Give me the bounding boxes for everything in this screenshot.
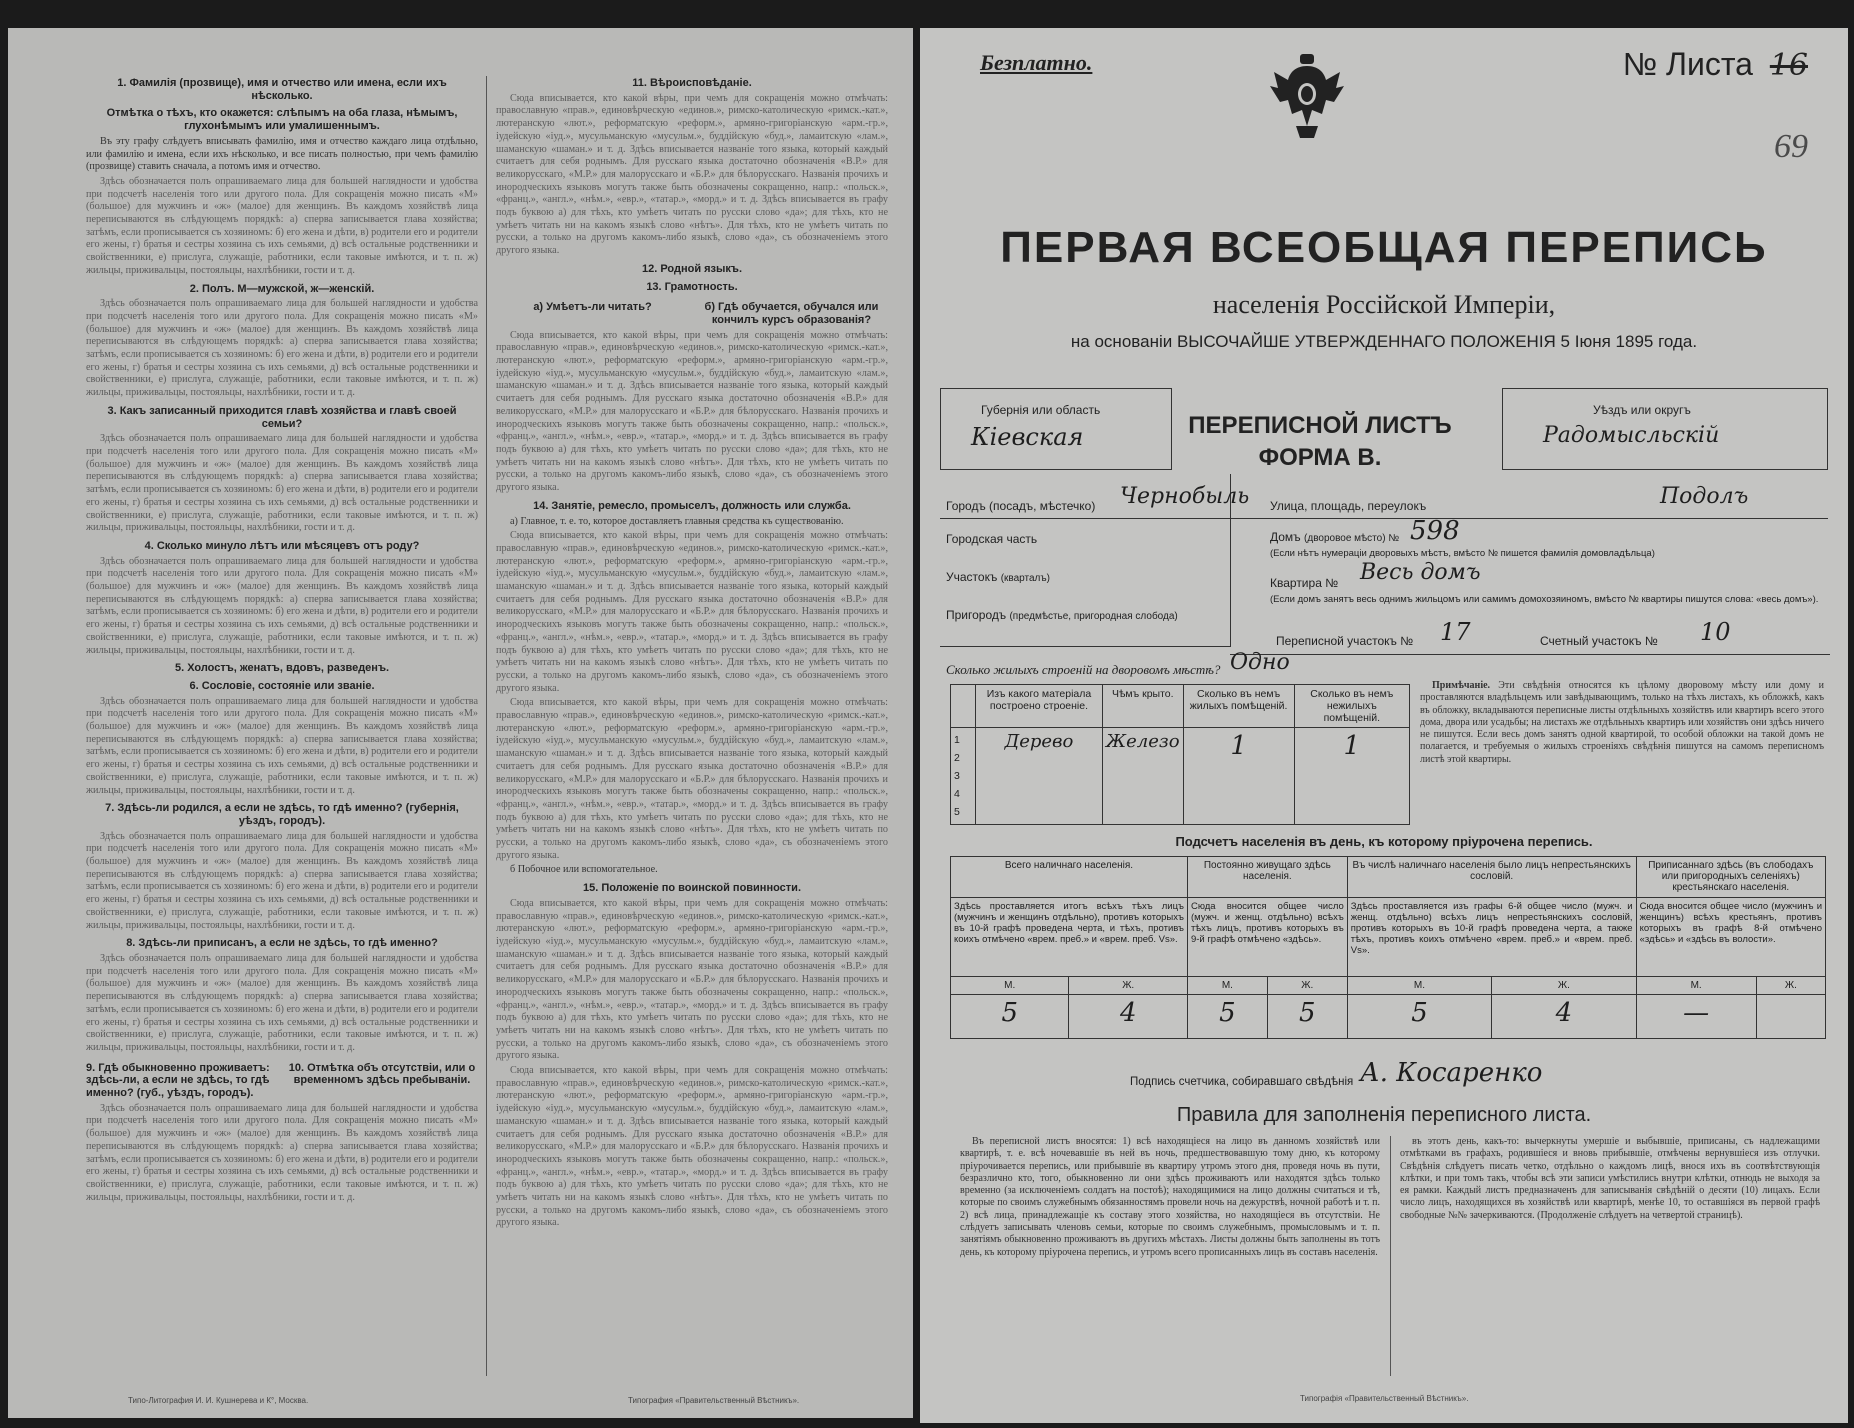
table-cell: 1 [1294, 728, 1409, 825]
printer-mark-left: Типо-Литография И. И. Кушнерева и К°, Москва. [128, 1396, 309, 1405]
section-14a: а) Главное, т. е. то, которое доставляетъ главныя средства къ существованію. [510, 515, 844, 527]
section-13-title: 13. Грамотность. [646, 280, 738, 293]
count-title: Подсчетъ населенія въ день, къ которому пріурочена перепись. [1175, 834, 1593, 849]
counter-plot-label: Счетный участокъ № [1540, 634, 1658, 648]
table-header: Приписаннаго здѣсь (въ слободахъ или пригородныхъ селеніяхъ) крестьянскаго населенія. [1636, 857, 1825, 898]
filler-text: Здѣсь обозначается полъ опрашиваемаго лица для большей наглядности и удобства при подсчетѣ населенія того или другого пола. Для сокращенія можно писать «М» (большое) для мужчинъ и «ж» (малое) для женщинъ. Въ каждомъ хозяйствѣ лица переписываются въ слѣдующемъ порядкѣ: а) сперва записывается глава хозяйства; затѣмъ, если прописывается съ хозяиномъ: б) его жена и дѣти, в) родители его и родители его жены, г) братья и сестры хозяина съ ихъ семьями, д) всѣ остальные родственники и свойственники, е) прислуга, служащіе, работники, если таковые имѣются, и т. п. ж) жильцы, приживальцы, постояльцы, нахлѣбники, гости и т. д. [86, 830, 478, 931]
street-value: Подолъ [1660, 484, 1749, 509]
section-2-title: 2. Полъ. М—мужской, ж—женскій. [189, 282, 375, 295]
street-label: Улица, площадь, переулокъ [1270, 499, 1427, 513]
apt-label: Квартира № [1270, 576, 1339, 590]
section-13a: а) Умѣетъ-ли читать? [533, 301, 652, 314]
section-4-title: 4. Сколько минуло лѣтъ или мѣсяцевъ отъ роду? [144, 539, 420, 552]
table-cell: Сюда вносится общее число (мужчинъ и женщинъ) всѣхъ крестьянъ, противъ которыхъ въ графѣ 8-й отмѣчено «здѣсь» и «здѣсь въ волости». [1636, 898, 1825, 977]
printer-mark-right: Типография «Правительственный Вѣстникъ». [628, 1396, 800, 1405]
sheet-number-label: № Листа [1622, 46, 1753, 82]
city-part-label: Городская часть [946, 532, 1038, 546]
male-label: М. [951, 977, 1069, 995]
census-plot-label: Переписной участокъ № [1276, 634, 1414, 648]
rules-text-1: Въ переписной листъ вносятся: 1) всѣ находящіеся на лицо въ данномъ хозяйствѣ или квартирѣ, т. е. всѣ ночевавшіе въ ней въ ночь, предшествовавшую тому дню, къ которому пріурочивается перепись, или прибывшіе въ квартиру утромъ этого дня, проведя ночь въ пути, безразлично кто, того, обыкновенно ли они здѣсь проживаютъ или находятся здѣсь только временно (за исключеніемъ солдатъ на постоѣ); находящимися на лицо должны считаться и тѣ, которые по своимъ служебнымъ обязанностямъ провели ночь на дежурствѣ, ночной работѣ и т. п. 2) всѣ лица, принадлежащіе къ составу этого хозяйства, но находящіеся въ отсутствіи. Не слѣдуетъ записывать членовъ семьи, которые по своимъ служебнымъ, промысловымъ и т. п. занятіямъ обыкновенно проживаютъ въ другихъ мѣстахъ. Листы должны быть заполнены въ тотъ день, къ которому пріурочена перепись, и утромъ всего прописанныхъ лицъ въ составъ населенія. [960, 1136, 1380, 1258]
section-9-10-row [86, 1057, 478, 1103]
female-label: Ж. [1492, 977, 1636, 995]
male-label: М. [1187, 977, 1267, 995]
buildings-label: Сколько жилыхъ строеній на дворовомъ мѣстѣ? [946, 662, 1221, 677]
table-row [951, 995, 1826, 1039]
section-3-title: 3. Какъ записанный приходится главѣ хозяйства и главѣ своей семьи? [107, 404, 457, 430]
house-label-note: (дворовое мѣсто) № [1304, 533, 1400, 544]
table-row [951, 977, 1826, 995]
form-title: ПЕРЕПИСНОЙ ЛИСТЪ [1188, 412, 1452, 439]
sheet-number-value: 16 [1769, 48, 1808, 83]
count-value: 5 [951, 995, 1069, 1039]
house-label-text: Домъ [1270, 530, 1301, 544]
filler-text: Здѣсь обозначается полъ опрашиваемаго лица для большей наглядности и удобства при подсчетѣ населенія того или другого пола. Для сокращенія можно писать «М» (большое) для мужчинъ и «ж» (малое) для женщинъ. Въ каждомъ хозяйствѣ лица переписываются въ слѣдующемъ порядкѣ: а) сперва записывается глава хозяйства; затѣмъ, если прописывается съ хозяиномъ: б) его жена и дѣти, в) родители его и родители его жены, г) братья и сестры хозяина съ ихъ семьями, д) всѣ остальные родственники и свойственники, е) прислуга, служащіе, работники, если таковые имѣются, и т. п. ж) жильцы, приживальцы, постояльцы, нахлѣбники, гости и т. д. [86, 175, 478, 276]
section-13-row [496, 296, 888, 329]
sheet-number [1623, 46, 1808, 83]
section-8-title: 8. Здѣсь-ли приписанъ, а если не здѣсь, то гдѣ именно? [126, 937, 438, 950]
section-6-title: 6. Сословіе, состояніе или званіе. [189, 679, 375, 692]
prigorod-label [946, 608, 1178, 622]
uezd-value: Радомысльскій [1543, 423, 1720, 448]
double-headed-eagle-emblem-icon [1266, 52, 1348, 142]
filler-text: Сюда вписывается, кто какой вѣры, при чемъ для сокращенія можно отмѣчать: православную «прав.», единовѣрческую «единов.», римско-католическую «римск.-кат.», лютеранскую «лют.», реформатскую «реформ.», армяно-григоріанскую «арм.-гр.», іудейскую «іуд.», мусульманскую «мусульм.», буддійскую «буд.», ламаитскую «лам.», шаманскую «шаман.» и т. д. Здѣсь вписывается названіе того языка, который каждый считаетъ для себя роднымъ. Для русскаго языка достаточно обозначенія «В.Р.» для великорусскаго, «М.Р.» для малорусскаго и «Б.Р.» для бѣлорусскаго. Названія прочихъ и инородческихъ языковъ могутъ также быть обозначены сокращенно, напр.: «польск.», «франц.», «англ.», «нѣм.», «евр.», «татар.», «морд.» и т. д. Здѣсь вписывается въ графу подъ буквою а) для тѣхъ, кто умѣетъ читать по русски слово «да»; для тѣхъ, кто не умѣетъ читать ни на какомъ языкѣ слово «нѣтъ». Для тѣхъ, кто не умѣетъ читать по русски, а только на другомъ какомъ-либо языкѣ, слово «да», съ обозначеніемъ этого другого языка. [496, 897, 888, 1062]
table-cell: Здѣсь проставляется изъ графы 6-й общее число (мужч. и женщ. отдѣльно) всѣхъ лицъ непрестьянскихъ сословій, противъ которыхъ въ 10-й графѣ проведена черта, а также тѣхъ, противъ коихъ отмѣчено «врем. преб.» и «врем. преб. Vs». [1347, 898, 1636, 977]
table-header: Постоянно живущаго здѣсь населенія. [1187, 857, 1347, 898]
count-value: 5 [1347, 995, 1491, 1039]
buildings-note [1420, 680, 1824, 768]
gubernia-value: Кіевская [971, 423, 1084, 451]
apt-hint: (Если домъ занятъ весь однимъ жильцомъ или самимъ домохозяиномъ, вмѣсто № квартиры пишутся слова: «весь домъ»). [1270, 594, 1819, 605]
note-label: Примѣчаніе. [1432, 680, 1491, 691]
section-1-title: 1. Фамилія (прозвище), имя и отчество или имена, если ихъ нѣсколько. [117, 77, 447, 102]
table-header: Всего наличнаго населенія. [951, 857, 1188, 898]
section-10-title: 10. Отмѣтка объ отсутствіи, или о временномъ здѣсь пребываніи. [288, 1061, 476, 1087]
section-11-title: 11. Вѣроисповѣданіе. [632, 77, 752, 89]
column-divider [486, 76, 487, 1376]
filler-text: Сюда вписывается, кто какой вѣры, при чемъ для сокращенія можно отмѣчать: православную «прав.», единовѣрческую «единов.», римско-католическую «римск.-кат.», лютеранскую «лют.», реформатскую «реформ.», армяно-григоріанскую «арм.-гр.», іудейскую «іуд.», мусульманскую «мусульм.», буддійскую «буд.», ламаитскую «лам.», шаманскую «шаман.» и т. д. Здѣсь вписывается названіе того языка, который каждый считаетъ для себя роднымъ. Для русскаго языка достаточно обозначенія «В.Р.» для великорусскаго, «М.Р.» для малорусскаго и «Б.Р.» для бѣлорусскаго. Названія прочихъ и инородческихъ языковъ могутъ также быть обозначены сокращенно, напр.: «польск.», «франц.», «англ.», «нѣм.», «евр.», «татар.», «морд.» и т. д. Здѣсь вписывается въ графу подъ буквою а) для тѣхъ, кто умѣетъ читать по русски слово «да»; для тѣхъ, кто не умѣетъ читать ни на какомъ языкѣ слово «нѣтъ». Для тѣхъ, кто не умѣетъ читать по русски, а только на другомъ какомъ-либо языкѣ, слово «да», съ обозначеніемъ этого другого языка. [496, 92, 888, 257]
filler-text: Сюда вписывается, кто какой вѣры, при чемъ для сокращенія можно отмѣчать: православную «прав.», единовѣрческую «единов.», римско-католическую «римск.-кат.», лютеранскую «лют.», реформатскую «реформ.», армяно-григоріанскую «арм.-гр.», іудейскую «іуд.», мусульманскую «мусульм.», буддійскую «буд.», ламаитскую «лам.», шаманскую «шаман.» и т. д. Здѣсь вписывается названіе того языка, который каждый считаетъ для себя роднымъ. Для русскаго языка достаточно обозначенія «В.Р.» для великорусскаго, «М.Р.» для малорусскаго и «Б.Р.» для бѣлорусскаго. Названія прочихъ и инородческихъ языковъ могутъ также быть обозначены сокращенно, напр.: «польск.», «франц.», «англ.», «нѣм.», «евр.», «татар.», «морд.» и т. д. Здѣсь вписывается въ графу подъ буквою а) для тѣхъ, кто умѣетъ читать по русски слово «да»; для тѣхъ, кто не умѣетъ читать ни на какомъ языкѣ слово «нѣтъ». Для тѣхъ, кто не умѣетъ читать по русски, а только на другомъ какомъ-либо языкѣ, слово «да», съ обозначеніемъ этого другого языка. [496, 530, 888, 694]
section-5-title: 5. Холостъ, женатъ, вдовъ, разведенъ. [174, 662, 390, 675]
count-value: 5 [1267, 995, 1347, 1039]
filler-text: Здѣсь обозначается полъ опрашиваемаго лица для большей наглядности и удобства при подсчетѣ населенія того или другого пола. Для сокращенія можно писать «М» (большое) для мужчинъ и «ж» (малое) для женщинъ. Въ каждомъ хозяйствѣ лица переписываются въ слѣдующемъ порядкѣ: а) сперва записывается глава хозяйства; затѣмъ, если прописывается съ хозяиномъ: б) его жена и дѣти, в) родители его и родители его жены, г) братья и сестры хозяина съ ихъ семьями, д) всѣ остальные родственники и свойственники, е) прислуга, служащіе, работники, если таковые имѣются, и т. п. ж) жильцы, приживальцы, постояльцы, нахлѣбники, гости и т. д. [86, 1102, 478, 1203]
filler-text: Здѣсь обозначается полъ опрашиваемаго лица для большей наглядности и удобства при подсчетѣ населенія того или другого пола. Для сокращенія можно писать «М» (большое) для мужчинъ и «ж» (малое) для женщинъ. Въ каждомъ хозяйствѣ лица переписываются въ слѣдующемъ порядкѣ: а) сперва записывается глава хозяйства; затѣмъ, если прописывается съ хозяиномъ: б) его жена и дѣти, в) родители его и родители его жены, г) братья и сестры хозяина съ ихъ семьями, д) всѣ остальные родственники и свойственники, е) прислуга, служащіе, работники, если таковые имѣются, и т. п. ж) жильцы, приживальцы, постояльцы, нахлѣбники, гости и т. д. [86, 953, 478, 1053]
male-label: М. [1347, 977, 1491, 995]
prigorod-note: (предмѣстье, пригородная слобода) [1009, 611, 1178, 622]
section-1-text: Въ эту графу слѣдуетъ вписывать фамилію, имя и отчество каждаго лица отдѣльно, или фамилію и имена, если ихъ нѣсколько, и все писать полностью, при чемъ фамилію (прозвище) ставить сначала, а потомъ имя и отчество. [86, 135, 478, 173]
column-divider [1390, 1136, 1391, 1376]
left-page [8, 28, 913, 1418]
table-cell: Железо [1102, 728, 1183, 825]
table-cell: Дерево [976, 728, 1103, 825]
section-7-title: 7. Здѣсь-ли родился, а если не здѣсь, то гдѣ именно? (губернія, уѣздъ, городъ). [105, 802, 459, 827]
document-title: ПЕРВАЯ ВСЕОБЩАЯ ПЕРЕПИСЬ [1000, 223, 1768, 272]
counter-signature: А. Косаренко [1360, 1058, 1543, 1088]
kvartal-label: (кварталъ) [1000, 573, 1050, 584]
section-15-title: 15. Положеніе по воинской повинности. [582, 882, 801, 895]
filler-text: Сюда вписывается, кто какой вѣры, при чемъ для сокращенія можно отмѣчать: православную «прав.», единовѣрческую «единов.», римско-католическую «римск.-кат.», лютеранскую «лют.», реформатскую «реформ.», армяно-григоріанскую «арм.-гр.», іудейскую «іуд.», мусульманскую «мусульм.», буддійскую «буд.», ламаитскую «лам.», шаманскую «шаман.» и т. д. Здѣсь вписывается названіе того языка, который каждый считаетъ для себя роднымъ. Для русскаго языка достаточно обозначенія «В.Р.» для великорусскаго, «М.Р.» для малорусскаго и «Б.Р.» для бѣлорусскаго. Названія прочихъ и инородческихъ языковъ могутъ также быть обозначены сокращенно, напр.: «польск.», «франц.», «англ.», «нѣм.», «евр.», «татар.», «морд.» и т. д. Здѣсь вписывается въ графу подъ буквою а) для тѣхъ, кто умѣетъ читать по русски слово «да»; для тѣхъ, кто не умѣетъ читать ни на какомъ языкѣ слово «нѣтъ». Для тѣхъ, кто не умѣетъ читать по русски, а только на другомъ какомъ-либо языкѣ, слово «да», съ обозначеніемъ этого другого языка. [496, 697, 888, 861]
buildings-value: Одно [1230, 650, 1290, 675]
uchastok-label-text: Участокъ [946, 570, 998, 584]
uezd-box [1502, 388, 1828, 470]
form-title-sub: ФОРМА В. [1258, 444, 1382, 471]
table-cell: Здѣсь проставляется итогъ всѣхъ тѣхъ лицъ (мужчинъ и женщинъ отдѣльно), противъ которыхъ въ 10-й графѣ проведена черта, и тѣхъ, противъ коихъ отмѣчено «врем. преб.» и «врем. преб. Vs». [951, 898, 1188, 977]
section-9-title: 9. Гдѣ обыкновенно проживаетъ: здѣсь-ли, а если не здѣсь, то гдѣ именно? (губ., уѣздъ, городъ). [86, 1061, 270, 1100]
uezd-label: Уѣздъ или округъ [1593, 403, 1691, 417]
census-plot-value: 17 [1440, 618, 1471, 646]
filler-text: Здѣсь обозначается полъ опрашиваемаго лица для большей наглядности и удобства при подсчетѣ населенія того или другого пола. Для сокращенія можно писать «М» (большое) для мужчинъ и «ж» (малое) для женщинъ. Въ каждомъ хозяйствѣ лица переписываются въ слѣдующемъ порядкѣ: а) сперва записывается глава хозяйства; затѣмъ, если прописывается съ хозяиномъ: б) его жена и дѣти, в) родители его и родители его жены, г) братья и сестры хозяина съ ихъ семьями, д) всѣ остальные родственники и свойственники, е) прислуга, служащіе, работники, если таковые имѣются, и т. п. ж) жильцы, приживальцы, постояльцы, нахлѣбники, гости и т. д. [86, 298, 478, 399]
document-legal-basis: на основаніи ВЫСОЧАЙШЕ УТВЕРЖДЕННАГО ПОЛОЖЕНІЯ 5 Іюня 1895 года. [1070, 332, 1698, 351]
rules-text-2: въ этотъ день, какъ-то: вычеркнуты умершіе и выбывшіе, приписаны, съ надлежащими отмѣтками въ графахъ, родившіеся и вновь прибывшіе, отмѣчены вернувшіеся изъ отлучки. Свѣдѣнія слѣдуетъ писать четко, отдѣльно о каждомъ лицѣ, внося ихъ въ соотвѣтствующія клѣтки, и при томъ такъ, чтобы всѣ эти записи умѣстились внутри клѣтки, отнюдь не выходя за ея рамки. Каждый листъ предназначенъ для записыванія свѣдѣній о десяти (10) лицахъ. Если число лицъ, находящихся въ хозяйствѣ или квартирѣ, менѣе 10, то оставшіяся въ первой графѣ свободные №№ зачеркиваются. (Продолженіе слѣдуетъ на четвертой страницѣ). [1400, 1136, 1820, 1221]
gubernia-label: Губернія или область [981, 403, 1101, 417]
filler-text: Сюда вписывается, кто какой вѣры, при чемъ для сокращенія можно отмѣчать: православную «прав.», единовѣрческую «единов.», римско-католическую «римск.-кат.», лютеранскую «лют.», реформатскую «реформ.», армяно-григоріанскую «арм.-гр.», іудейскую «іуд.», мусульманскую «мусульм.», буддійскую «буд.», ламаитскую «лам.», шаманскую «шаман.» и т. д. Здѣсь вписывается названіе того языка, который каждый считаетъ для себя роднымъ. Для русскаго языка достаточно обозначенія «В.Р.» для великорусскаго, «М.Р.» для малорусскаго и «Б.Р.» для бѣлорусскаго. Названія прочихъ и инородческихъ языковъ могутъ также быть обозначены сокращенно, напр.: «польск.», «франц.», «англ.», «нѣм.», «евр.», «татар.», «морд.» и т. д. Здѣсь вписывается въ графу подъ буквою а) для тѣхъ, кто умѣетъ читать по русски слово «да»; для тѣхъ, кто не умѣетъ читать ни на какомъ языкѣ слово «нѣтъ». Для тѣхъ, кто не умѣетъ читать по русски, а только на другомъ какомъ-либо языкѣ, слово «да», съ обозначеніемъ этого другого языка. [496, 1065, 888, 1229]
count-value: — [1636, 995, 1756, 1039]
filler-text: Здѣсь обозначается полъ опрашиваемаго лица для большей наглядности и удобства при подсчетѣ населенія того или другого пола. Для сокращенія можно писать «М» (большое) для мужчинъ и «ж» (малое) для женщинъ. Въ каждомъ хозяйствѣ лица переписываются въ слѣдующемъ порядкѣ: а) сперва записывается глава хозяйства; затѣмъ, если прописывается съ хозяиномъ: б) его жена и дѣти, в) родители его и родители его жены, г) братья и сестры хозяина съ ихъ семьями, д) всѣ остальные родственники и свойственники, е) прислуга, служащіе, работники, если таковые имѣются, и т. п. ж) жильцы, приживальцы, постояльцы, нахлѣбники, гости и т. д. [86, 555, 478, 656]
table-header: Изъ какого матеріала построено строеніе. [976, 685, 1103, 728]
table-cell: 1 2 3 4 5 [951, 728, 976, 825]
female-label: Ж. [1069, 977, 1187, 995]
house-value: 598 [1410, 516, 1460, 546]
instructions-column-2 [496, 72, 888, 1372]
table-header: Въ числѣ наличнаго населенія было лицъ непрестьянскихъ сословій. [1347, 857, 1636, 898]
table-row [951, 898, 1826, 977]
section-12-title: 12. Родной языкъ. [641, 262, 742, 275]
filler-text: Здѣсь обозначается полъ опрашиваемаго лица для большей наглядности и удобства при подсчетѣ населенія того или другого пола. Для сокращенія можно писать «М» (большое) для мужчинъ и «ж» (малое) для женщинъ. Въ каждомъ хозяйствѣ лица переписываются въ слѣдующемъ порядкѣ: а) сперва записывается глава хозяйства; затѣмъ, если прописывается съ хозяиномъ: б) его жена и дѣти, в) родители его и родители его жены, г) братья и сестры хозяина съ ихъ семьями, д) всѣ остальные родственники и свойственники, е) прислуга, служащіе, работники, если таковые имѣются, и т. п. ж) жильцы, приживальцы, постояльцы, нахлѣбники, гости и т. д. [86, 433, 478, 534]
house-label [1270, 530, 1399, 544]
prigorod-label-text: Пригородъ [946, 608, 1007, 622]
table-cell: 1 [1183, 728, 1294, 825]
printer-mark: Типографія «Правительственный Вѣстникъ». [1300, 1394, 1469, 1403]
right-page [920, 28, 1848, 1423]
section-14-title: 14. Занятіе, ремесло, промыселъ, должность или служба. [533, 499, 851, 512]
divider [1230, 654, 1830, 655]
table-cell [951, 685, 976, 728]
filler-text: Сюда вписывается, кто какой вѣры, при чемъ для сокращенія можно отмѣчать: православную «прав.», единовѣрческую «единов.», римско-католическую «римск.-кат.», лютеранскую «лют.», реформатскую «реформ.», армяно-григоріанскую «арм.-гр.», іудейскую «іуд.», мусульманскую «мусульм.», буддійскую «буд.», ламаитскую «лам.», шаманскую «шаман.» и т. д. Здѣсь вписывается названіе того языка, который каждый считаетъ для себя роднымъ. Для русскаго языка достаточно обозначенія «В.Р.» для великорусскаго, «М.Р.» для малорусскаго и «Б.Р.» для бѣлорусскаго. Названія прочихъ и инородческихъ языковъ могутъ также быть обозначены сокращенно, напр.: «польск.», «франц.», «англ.», «нѣм.», «евр.», «татар.», «морд.» и т. д. Здѣсь вписывается въ графу подъ буквою а) для тѣхъ, кто умѣетъ читать по русски слово «да»; для тѣхъ, кто не умѣетъ читать ни на какомъ языкѣ слово «нѣтъ». Для тѣхъ, кто не умѣетъ читать по русски, а только на другомъ какомъ-либо языкѣ, слово «да», съ обозначеніемъ этого другого языка. [496, 329, 888, 494]
gorod-label: Городъ (посадъ, мѣстечко) [946, 499, 1096, 513]
house-hint: (Если нѣтъ нумераціи дворовыхъ мѣстъ, вмѣсто № пишется фамилія домовладѣльца) [1270, 548, 1655, 559]
section-13b: б) Гдѣ обучается, обучался или кончилъ курсъ образованія? [704, 301, 879, 326]
rules-column-2 [1400, 1136, 1820, 1376]
instructions-column-1 [86, 72, 478, 1372]
count-value: 5 [1187, 995, 1267, 1039]
counter-plot-value: 10 [1700, 618, 1731, 646]
section-1-subtitle: Отмѣтка о тѣхъ, кто окажется: слѣпымъ на оба глаза, нѣмымъ, глухонѣмымъ или умалишеннымъ. [106, 107, 458, 133]
male-label: М. [1636, 977, 1756, 995]
section-14b: б Побочное или вспомогательное. [510, 864, 658, 876]
table-cell: Сюда вносится общее число (мужч. и женщ. отдѣльно) всѣхъ тѣхъ лицъ, противъ которыхъ въ 9-й графѣ отмѣчено «здѣсь». [1187, 898, 1347, 977]
divider [940, 518, 1828, 519]
count-value [1756, 995, 1825, 1039]
archive-stamp-number: 69 [1774, 128, 1808, 165]
apt-value: Весь домъ [1360, 560, 1481, 585]
table-row [951, 728, 1410, 825]
count-value: 4 [1069, 995, 1187, 1039]
note-text: Эти свѣдѣнія относятся къ цѣлому дворовому мѣсту или дому и проставляются владѣльцемъ или завѣдывающимъ, только на тѣхъ листахъ, къ обложкѣ, какъ въ обложку, вкладываются переписные листы отдѣльныхъ хозяйствъ или квартиръ всего этого дома, двора или усадьбы; на листахъ же отдѣльныхъ квартиръ или хозяйствъ они здѣсь ничего не пишутся. Если весь домъ занятъ одной квартирой, то особой обложки на такой домъ не полагается, и требуемыя о жилыхъ строеніяхъ свѣдѣнія пишутся на самомъ переписномъ листѣ этой квартиры. [1420, 680, 1825, 765]
rules-column-1 [960, 1136, 1380, 1376]
filler-text: Здѣсь обозначается полъ опрашиваемаго лица для большей наглядности и удобства при подсчетѣ населенія того или другого пола. Для сокращенія можно писать «М» (большое) для мужчинъ и «ж» (малое) для женщинъ. Въ каждомъ хозяйствѣ лица переписываются въ слѣдующемъ порядкѣ: а) сперва записывается глава хозяйства; затѣмъ, если прописывается съ хозяиномъ: б) его жена и дѣти, в) родители его и родители его жены, г) братья и сестры хозяина съ ихъ семьями, д) всѣ остальные родственники и свойственники, е) прислуга, служащіе, работники, если таковые имѣются, и т. п. ж) жильцы, приживальцы, постояльцы, нахлѣбники, гости и т. д. [86, 695, 478, 796]
table-header: Сколько въ немъ жилыхъ помѣщеній. [1183, 685, 1294, 728]
document-subtitle: населенія Россійской Имперіи, [1212, 290, 1556, 319]
table-row [951, 857, 1826, 898]
table-row [951, 685, 1410, 728]
gubernia-box [940, 388, 1172, 470]
gorod-value: Чернобыль [1120, 484, 1250, 509]
free-label: Безплатно. [980, 50, 1093, 75]
female-label: Ж. [1756, 977, 1825, 995]
population-count-table [950, 856, 1826, 1039]
counter-signature-label: Подпись счетчика, собиравшаго свѣдѣнія [1130, 1076, 1354, 1088]
rules-title: Правила для заполненія переписного листа. [1176, 1104, 1592, 1126]
table-header: Чѣмъ крыто. [1102, 685, 1183, 728]
table-header: Сколько въ немъ нежилыхъ помѣщеній. [1294, 685, 1409, 728]
count-value: 4 [1492, 995, 1636, 1039]
uchastok-label [946, 570, 1050, 584]
buildings-table [950, 684, 1410, 825]
female-label: Ж. [1267, 977, 1347, 995]
